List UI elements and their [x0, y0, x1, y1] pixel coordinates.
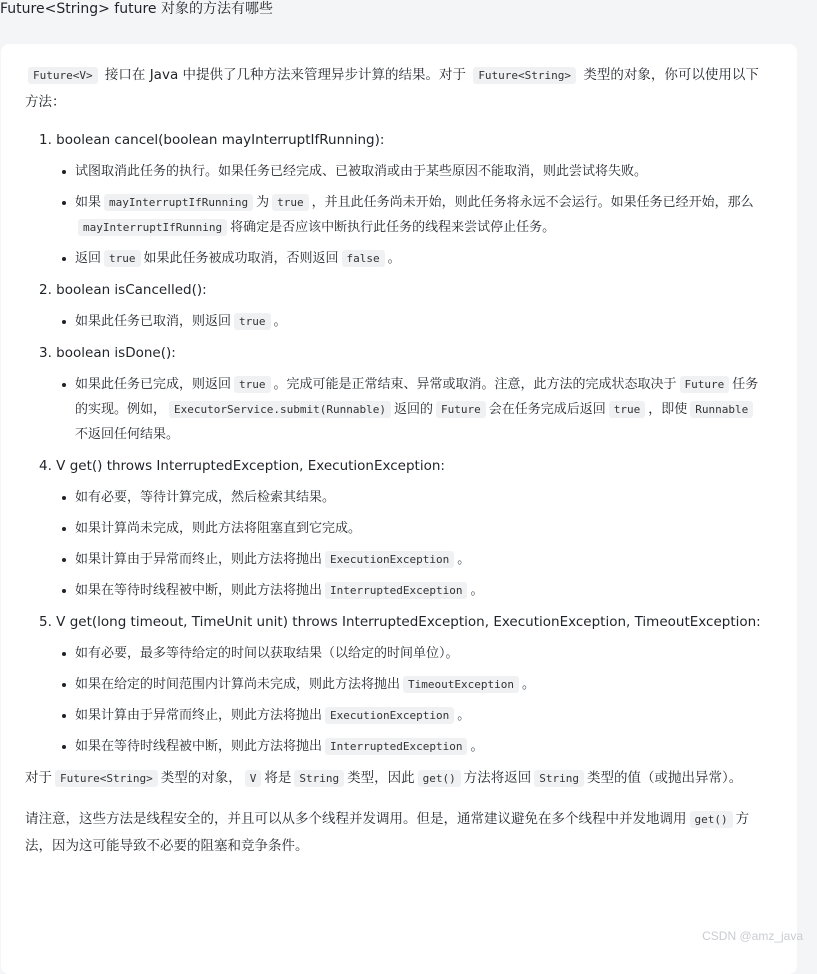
- text-span: 方法，因为这可能导致不必要的阻塞和竞争条件。: [25, 811, 750, 854]
- text-span: 如果此任务被成功取消，否则返回: [143, 251, 339, 266]
- text-span: 如果在给定的时间范围内计算尚未完成，则此方法将抛出: [75, 677, 401, 692]
- text-span: 对于: [25, 770, 52, 786]
- inline-code: get(): [418, 770, 461, 787]
- text-span: 将是: [264, 770, 292, 786]
- method-bullets: [25, 159, 765, 271]
- method-bullets: [25, 372, 765, 447]
- bullet-item: [25, 578, 765, 603]
- method-bullets: [25, 309, 765, 334]
- method-item: [25, 277, 765, 334]
- method-title: 2. boolean isCancelled():: [39, 282, 207, 298]
- inline-code: Runnable: [690, 401, 753, 418]
- intro-paragraph: [25, 62, 765, 115]
- bullet-item: [25, 734, 765, 759]
- inline-code: true: [272, 194, 309, 211]
- text-span: 。: [457, 708, 471, 723]
- inline-code: InterruptedException: [325, 582, 467, 599]
- inline-code: TimeoutException: [403, 676, 519, 693]
- text-span: 。: [387, 251, 401, 266]
- method-title: 4. V get() throws InterruptedException, ExecutionException:: [39, 458, 445, 474]
- method-item: [25, 609, 765, 759]
- method-bullets: [25, 641, 765, 759]
- inline-code: true: [609, 401, 646, 418]
- answer-card: [1, 44, 797, 974]
- text-span: 。: [521, 677, 535, 692]
- text-span: 如果在等待时线程被中断，则此方法将抛出: [75, 583, 323, 598]
- text-span: 。: [470, 739, 484, 754]
- inline-code: String: [294, 770, 344, 787]
- text-span: 如有必要，等待计算完成，然后检索其结果。: [75, 490, 336, 505]
- inline-code: true: [104, 250, 141, 267]
- inline-code: mayInterruptIfRunning: [78, 219, 227, 236]
- text-span: 类型，因此: [347, 770, 415, 786]
- text-span: 如果计算由于异常而终止，则此方法将抛出: [75, 552, 323, 567]
- question-title: Future<String> future 对象的方法有哪些: [0, 1, 273, 17]
- inline-code: get(): [690, 811, 733, 828]
- text-span: 。: [273, 314, 287, 329]
- text-span: ，即使: [648, 402, 688, 417]
- method-item: [25, 340, 765, 447]
- text-span: 如果: [75, 195, 102, 210]
- text-span: 类型的对象，: [160, 770, 242, 786]
- bullet-item: [25, 159, 765, 184]
- text-span: 将确定是否应该中断执行此任务的线程来尝试停止任务。: [230, 220, 556, 235]
- text-span: 类型的值（或抛出异常）。: [586, 770, 743, 786]
- bullet-item: [25, 641, 765, 666]
- bullet-item: [25, 516, 765, 541]
- inline-code: ExecutionException: [325, 551, 454, 568]
- inline-code: true: [234, 313, 271, 330]
- inline-code: Future: [436, 401, 486, 418]
- text-span: 如果计算由于异常而终止，则此方法将抛出: [75, 708, 323, 723]
- inline-code: Future<String>: [473, 67, 576, 84]
- inline-code: ExecutionException: [325, 707, 454, 724]
- text-span: 请注意，这些方法是线程安全的，并且可以从多个线程并发调用。但是，通常建议避免在多个线程中并发地调用: [25, 811, 687, 827]
- method-bullets: [25, 485, 765, 603]
- bullet-item: [25, 672, 765, 697]
- text-span: 会在任务完成后返回: [488, 402, 606, 417]
- intro-text-1: 接口在 Java 中提供了几种方法来管理异步计算的结果。对于: [104, 67, 467, 83]
- bullet-item: [25, 246, 765, 271]
- bullet-item: [25, 190, 765, 240]
- inline-code: false: [342, 250, 385, 267]
- text-span: 不返回任何结果。: [75, 427, 180, 442]
- text-span: 任务的实现。例如，: [75, 377, 759, 417]
- inline-code: String: [534, 770, 584, 787]
- inline-code: InterruptedException: [325, 738, 467, 755]
- text-span: 试图取消此任务的执行。如果任务已经完成、已被取消或由于某些原因不能取消，则此尝试将失败。: [75, 164, 648, 179]
- inline-code: ExecutorService.submit(Runnable): [169, 401, 391, 418]
- text-span: 如果在等待时线程被中断，则此方法将抛出: [75, 739, 323, 754]
- text-span: 为: [256, 195, 270, 210]
- method-item: [25, 127, 765, 271]
- text-span: 返回: [75, 251, 102, 266]
- method-item: [25, 453, 765, 603]
- inline-code: Future<String>: [55, 770, 158, 787]
- bullet-item: [25, 309, 765, 334]
- text-span: 如果此任务已完成，则返回: [75, 377, 232, 392]
- intro-text-2: 类型的对象，你可以使用以下方法：: [25, 67, 759, 110]
- text-span: ，并且此任务尚未开始，则此任务将永远不会运行。如果任务已经开始，那么: [311, 195, 754, 210]
- text-span: 如果计算尚未完成，则此方法将阻塞直到它完成。: [75, 521, 362, 536]
- inline-code: Future<V>: [28, 67, 98, 84]
- bullet-item: [25, 485, 765, 510]
- bullet-item: [25, 372, 765, 447]
- inline-code: V: [245, 770, 262, 787]
- bullet-item: [25, 547, 765, 572]
- method-title: 1. boolean cancel(boolean mayInterruptIfRunning):: [39, 132, 385, 148]
- text-span: 方法将返回: [463, 770, 532, 786]
- inline-code: mayInterruptIfRunning: [104, 194, 253, 211]
- method-title: 5. V get(long timeout, TimeUnit unit) throws InterruptedException, ExecutionException, TimeoutException:: [39, 614, 761, 630]
- text-span: 。: [457, 552, 471, 567]
- text-span: 。: [470, 583, 484, 598]
- inline-code: Future: [680, 376, 730, 393]
- text-span: 返回的: [393, 402, 433, 417]
- bullet-item: [25, 703, 765, 728]
- methods-list: [25, 127, 765, 759]
- method-title: 3. boolean isDone():: [39, 345, 176, 361]
- answer-content: [25, 62, 765, 859]
- inline-code: true: [234, 376, 271, 393]
- text-span: 如果此任务已取消，则返回: [75, 314, 232, 329]
- watermark: CSDN @amz_java: [702, 929, 803, 943]
- text-span: 如有必要，最多等待给定的时间以获取结果（以给定的时间单位）。: [75, 646, 459, 661]
- note-paragraph: [25, 806, 765, 859]
- text-span: 。完成可能是正常结束、异常或取消。注意，此方法的完成状态取决于: [273, 377, 677, 392]
- outro-paragraph: [25, 765, 765, 792]
